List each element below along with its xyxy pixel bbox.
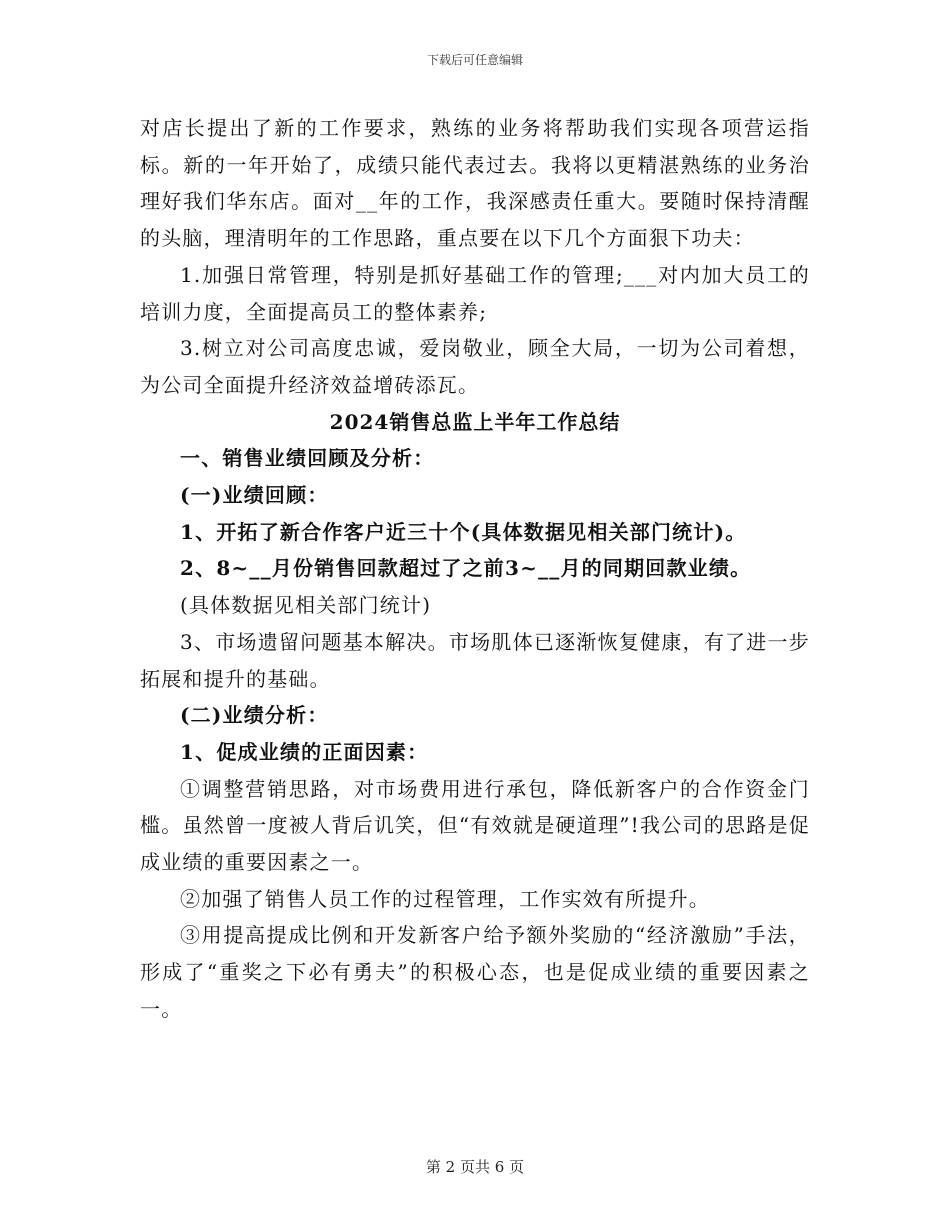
subsection-heading-1: (一)业绩回顾：: [180, 483, 329, 508]
document-body: [140, 110, 810, 1028]
paragraph-item-1: 1.加强日常管理，特别是抓好基础工作的管理;___对内加大员工的培训力度，全面提高员工的整体素养;: [140, 262, 810, 324]
analysis-point-2: ②加强了销售人员工作的过程管理，工作实效有所提升。: [180, 886, 710, 911]
analysis-heading-1: 1、促成业绩的正面因素：: [180, 739, 429, 764]
analysis-point-3: ③用提高提成比例和开发新客户给予额外奖励的“经济激励”手法，形成了“重奖之下必有勇夫”的积极心态，也是促成业绩的重要因素之一。: [140, 923, 810, 1021]
review-item-1: 1、开拓了新合作客户近三十个(具体数据见相关部门统计)。: [180, 519, 747, 544]
analysis-point-1: ①调整营销思路，对市场费用进行承包，降低新客户的合作资金门槛。虽然曾一度被人背后讥笑，但“有效就是硬道理”!我公司的思路是促成业绩的重要因素之一。: [140, 776, 810, 875]
page-header: 下载后可任意编辑: [426, 53, 523, 67]
paragraph-intro: 对店长提出了新的工作要求，熟练的业务将帮助我们实现各项营运指标。新的一年开始了，成绩只能代表过去。我将以更精湛熟练的业务治理好我们华东店。面对__年的工作，我深感责任重大。要随时保持清醒的头脑，理清明年的工作思路，重点要在以下几个方面狠下功夫：: [140, 116, 810, 251]
document-title: 2024销售总监上半年工作总结: [329, 409, 621, 434]
paragraph-item-3: 3.树立对公司高度忠诚，爱岗敬业，顾全大局，一切为公司着想，为公司全面提升经济效益增砖添瓦。: [140, 336, 810, 397]
review-item-3: 3、市场遗留问题基本解决。市场肌体已逐渐恢复健康，有了进一步拓展和提升的基础。: [140, 629, 810, 691]
page-footer: 第 2 页共 6 页: [425, 1158, 525, 1176]
review-note: (具体数据见相关部门统计): [180, 593, 432, 618]
review-item-2: 2、8~__月份销售回款超过了之前3~__月的同期回款业绩。: [180, 556, 752, 581]
subsection-heading-2: (二)业绩分析：: [180, 703, 329, 728]
section-heading-1: 一、销售业绩回顾及分析：: [180, 446, 435, 471]
